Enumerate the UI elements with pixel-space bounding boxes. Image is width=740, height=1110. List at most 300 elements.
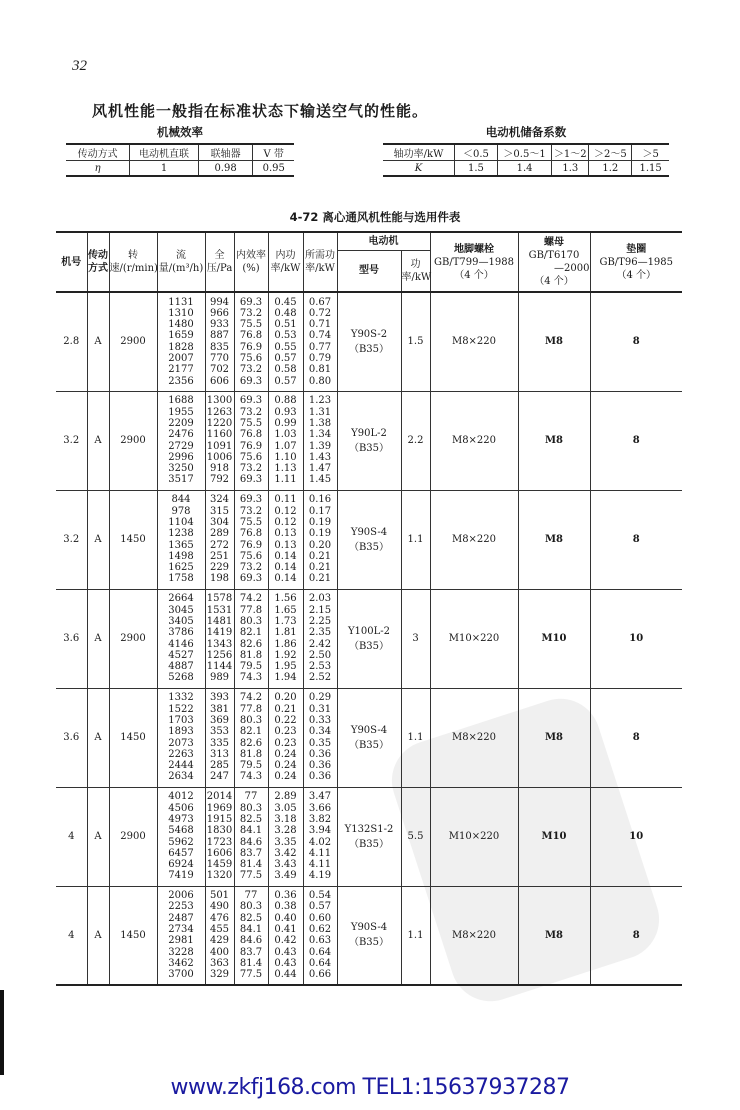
cell-value: 3.18 [274, 813, 297, 825]
col-header-nut [518, 232, 590, 292]
cell-value: 2.25 [308, 615, 332, 627]
fan-group-row [56, 787, 682, 886]
cell-value: 76.8 [239, 528, 263, 540]
cell-value: 3.42 [274, 847, 297, 859]
cell-value: 1220 [206, 417, 233, 429]
cell-value: 1480 [168, 319, 194, 331]
cell-value: 2.42 [308, 638, 332, 650]
cell-req [303, 787, 337, 886]
cell-washer: 10 [590, 787, 682, 886]
col-header-speed: 转速/(r/min) [109, 232, 157, 292]
cell-value: 1659 [168, 330, 194, 342]
cell-value: 2.50 [308, 649, 332, 661]
fan-group-row [56, 391, 682, 490]
cell-nut: M10 [518, 589, 590, 688]
cell-drive: A [87, 787, 109, 886]
cell-value: 0.21 [308, 550, 332, 562]
motor-mount: （B35） [348, 739, 390, 751]
cell-value: 1915 [206, 813, 233, 825]
cell-value: 2996 [168, 451, 194, 463]
cell-value: 76.9 [239, 440, 263, 452]
cell-value: 0.21 [308, 573, 332, 585]
cell-req [303, 589, 337, 688]
cell-value: 75.6 [239, 550, 263, 562]
cell-value: 0.14 [274, 562, 297, 574]
cell-value: 0.33 [308, 714, 332, 726]
cell-value: 77 [244, 890, 258, 902]
cell-value: 75.6 [239, 451, 263, 463]
cell-value: 2177 [168, 364, 194, 376]
nut-std: GB/T6170 [528, 250, 580, 261]
cell-value: 1365 [168, 539, 194, 551]
cell-value: 0.72 [308, 307, 332, 319]
cell-value: 1.92 [274, 649, 297, 661]
cell-value: 3517 [168, 474, 194, 486]
cell-value: 887 [209, 330, 230, 342]
cell-nut: M10 [518, 787, 590, 886]
cell-value: 2.03 [308, 593, 332, 605]
cell-req [303, 490, 337, 589]
cell-value: 490 [209, 901, 230, 913]
cell-washer: 8 [590, 292, 682, 391]
cell-value: 2634 [168, 771, 194, 783]
cell-value: 2.52 [308, 672, 332, 684]
cell-value: 1606 [206, 847, 233, 859]
cell-value: 3405 [168, 615, 194, 627]
cell-value: 0.45 [274, 296, 297, 308]
cell-value: 0.35 [308, 737, 332, 749]
main-table-caption: 4-72 离心通风机性能与选用件表 [289, 210, 461, 224]
cell-eff [234, 490, 268, 589]
cell-eff [234, 787, 268, 886]
cell-motor-power: 2.2 [401, 391, 430, 490]
header-cell: ＞2～5 [589, 144, 632, 161]
header-cell: ＞1～2 [552, 144, 589, 161]
cell-value: 289 [209, 528, 230, 540]
cell-bolt: M8×220 [430, 490, 518, 589]
motor-mount: （B35） [348, 343, 390, 355]
cell-value: 353 [209, 726, 230, 738]
cell-value: 69.3 [239, 395, 263, 407]
cell-washer: 8 [590, 886, 682, 985]
cell-value: 0.57 [274, 353, 297, 365]
col-header-inner-power: 内功率/kW [268, 232, 303, 292]
cell-value: 1893 [168, 726, 194, 738]
cell-value: 0.48 [274, 307, 297, 319]
cell-value: 966 [209, 307, 230, 319]
col-header-model-no: 机号 [56, 232, 87, 292]
cell-flow [157, 589, 205, 688]
washer-title: 垫圈 [626, 243, 647, 255]
cell-eff [234, 292, 268, 391]
cell-value: 606 [209, 375, 230, 387]
cell-value: 6457 [168, 847, 194, 859]
cell-value: 3.05 [274, 802, 297, 814]
cell-value: 3462 [168, 957, 194, 969]
cell-value: 0.54 [308, 890, 332, 902]
header-cell: V 带 [253, 144, 294, 161]
cell-value: 0.80 [308, 375, 332, 387]
cell-value: 251 [209, 550, 230, 562]
motor-reserve-row [383, 161, 669, 177]
fan-group-row [56, 292, 682, 391]
cell-req [303, 886, 337, 985]
cell-nut: M8 [518, 490, 590, 589]
cell-inner [268, 688, 303, 787]
cell-value: 994 [209, 296, 230, 308]
cell-value: 1.13 [274, 463, 297, 475]
header-cell: ＜0.5 [455, 144, 498, 161]
cell-value: 0.74 [308, 330, 332, 342]
mech-eff-row [66, 161, 294, 177]
cell-value: 5268 [168, 672, 194, 684]
cell-motor-type [337, 292, 401, 391]
cell-value: 1.65 [274, 604, 297, 616]
cell-value: 1006 [206, 451, 233, 463]
cell-value: 3045 [168, 604, 194, 616]
col-header-motor-type: 型号 [337, 250, 401, 292]
cell-value: 2014 [206, 791, 233, 803]
cell-motor-power: 3 [401, 589, 430, 688]
cell-value: 3.94 [308, 825, 332, 837]
value-cell: 1.2 [589, 161, 632, 177]
motor-model: Y90L-2 [351, 427, 387, 439]
cell-motor-power: 5.5 [401, 787, 430, 886]
cell-value: 80.3 [239, 901, 263, 913]
cell-value: 3.47 [308, 791, 332, 803]
cell-value: 329 [209, 969, 230, 981]
cell-value: 1.34 [308, 429, 332, 441]
cell-value: 3.82 [308, 813, 332, 825]
cell-motor-type [337, 490, 401, 589]
header-cell: 联轴器 [198, 144, 253, 161]
cell-value: 2487 [168, 912, 194, 924]
cell-value: 1481 [206, 615, 233, 627]
cell-value: 76.8 [239, 330, 263, 342]
cell-value: 4.11 [308, 847, 332, 859]
cell-value: 2.35 [308, 627, 332, 639]
value-cell: 0.95 [253, 161, 294, 177]
cell-value: 0.41 [274, 923, 297, 935]
cell-washer: 8 [590, 391, 682, 490]
cell-speed: 2900 [109, 787, 157, 886]
cell-value: 69.3 [239, 375, 263, 387]
cell-value: 1459 [206, 859, 233, 871]
cell-value: 0.62 [308, 923, 332, 935]
cell-value: 76.9 [239, 341, 263, 353]
cell-inner [268, 589, 303, 688]
intro-text: 风机性能一般指在标准状态下输送空气的性能。 [92, 102, 429, 120]
cell-value: 2981 [168, 935, 194, 947]
cell-value: 82.6 [239, 638, 263, 650]
cell-value: 2356 [168, 375, 194, 387]
cell-value: 0.14 [274, 573, 297, 585]
cell-pressure [205, 589, 234, 688]
cell-flow [157, 688, 205, 787]
cell-flow [157, 886, 205, 985]
cell-value: 0.43 [274, 957, 297, 969]
cell-value: 74.3 [239, 771, 263, 783]
cell-value: 0.22 [274, 714, 297, 726]
cell-pressure [205, 391, 234, 490]
cell-model-no: 2.8 [56, 292, 87, 391]
cell-value: 315 [209, 505, 230, 517]
cell-value: 1332 [168, 692, 194, 704]
cell-drive: A [87, 688, 109, 787]
cell-value: 4146 [168, 638, 194, 650]
cell-value: 0.20 [274, 692, 297, 704]
cell-value: 0.24 [274, 748, 297, 760]
cell-value: 1522 [168, 703, 194, 715]
cell-inner [268, 292, 303, 391]
cell-speed: 1450 [109, 490, 157, 589]
cell-model-no: 3.2 [56, 490, 87, 589]
cell-value: 1419 [206, 627, 233, 639]
cell-value: 1.95 [274, 661, 297, 673]
value-cell: 1 [130, 161, 198, 177]
cell-value: 0.14 [274, 550, 297, 562]
value-cell: η [66, 161, 130, 177]
cell-value: 2.53 [308, 661, 332, 673]
cell-value: 400 [209, 946, 230, 958]
cell-pressure [205, 787, 234, 886]
cell-motor-type [337, 688, 401, 787]
value-cell: 1.3 [552, 161, 589, 177]
cell-value: 73.2 [239, 463, 263, 475]
cell-speed: 2900 [109, 391, 157, 490]
cell-value: 2073 [168, 737, 194, 749]
cell-value: 1.56 [274, 593, 297, 605]
cell-flow [157, 292, 205, 391]
cell-value: 69.3 [239, 494, 263, 506]
motor-mount: （B35） [348, 838, 390, 850]
cell-motor-power: 1.1 [401, 490, 430, 589]
cell-value: 0.38 [274, 901, 297, 913]
motor-mount: （B35） [348, 541, 390, 553]
cell-value: 69.3 [239, 474, 263, 486]
cell-value: 0.19 [308, 528, 332, 540]
cell-value: 4.19 [308, 870, 332, 882]
cell-value: 74.2 [239, 692, 263, 704]
nut-qty: （4 个） [534, 276, 574, 287]
cell-nut: M8 [518, 391, 590, 490]
cell-value: 1.86 [274, 638, 297, 650]
cell-value: 229 [209, 562, 230, 574]
cell-value: 1.10 [274, 451, 297, 463]
value-cell: 1.5 [455, 161, 498, 177]
header-cell: 轴功率/kW [383, 144, 455, 161]
motor-model: Y100L-2 [347, 625, 391, 637]
cell-value: 6924 [168, 859, 194, 871]
value-cell: 1.15 [632, 161, 669, 177]
cell-value: 455 [209, 923, 230, 935]
cell-motor-type [337, 787, 401, 886]
cell-value: 2729 [168, 440, 194, 452]
motor-reserve-header-row [383, 144, 669, 161]
bolt-title: 地脚螺栓 [454, 243, 494, 255]
cell-value: 3.35 [274, 836, 297, 848]
cell-value: 304 [209, 516, 230, 528]
cell-speed: 2900 [109, 292, 157, 391]
cell-pressure [205, 886, 234, 985]
cell-eff [234, 688, 268, 787]
motor-model: Y90S-4 [350, 922, 388, 934]
washer-qty: （4 个） [616, 269, 657, 281]
cell-drive: A [87, 292, 109, 391]
cell-value: 76.9 [239, 539, 263, 551]
mech-eff-table [66, 143, 294, 177]
cell-value: 77 [244, 791, 258, 803]
cell-value: 247 [209, 771, 230, 783]
cell-value: 4887 [168, 661, 194, 673]
cell-value: 792 [209, 474, 230, 486]
cell-value: 1498 [168, 550, 194, 562]
motor-model: Y132S1-2 [344, 823, 394, 835]
cell-value: 1.43 [308, 451, 332, 463]
cell-value: 1688 [168, 395, 194, 407]
cell-value: 0.24 [274, 760, 297, 772]
cell-value: 0.31 [308, 703, 332, 715]
cell-value: 4506 [168, 802, 194, 814]
cell-motor-type [337, 589, 401, 688]
cell-value: 2.15 [308, 604, 332, 616]
cell-drive: A [87, 589, 109, 688]
cell-value: 1310 [168, 307, 194, 319]
cell-value: 393 [209, 692, 230, 704]
cell-value: 0.21 [274, 703, 297, 715]
cell-value: 844 [171, 494, 191, 506]
cell-value: 5962 [168, 836, 194, 848]
cell-model-no: 3.6 [56, 688, 87, 787]
cell-value: 75.5 [239, 516, 263, 528]
cell-value: 1578 [206, 593, 233, 605]
cell-flow [157, 490, 205, 589]
cell-value: 1830 [206, 825, 233, 837]
cell-value: 0.77 [308, 341, 332, 353]
cell-value: 81.4 [239, 957, 263, 969]
header-cell: 传动方式 [66, 144, 130, 161]
cell-value: 3700 [168, 969, 194, 981]
cell-value: 2664 [168, 593, 194, 605]
cell-value: 79.5 [239, 661, 263, 673]
cell-value: 84.1 [239, 923, 263, 935]
cell-value: 77.8 [239, 604, 263, 616]
header-cell: ＞5 [632, 144, 669, 161]
cell-value: 0.43 [274, 946, 297, 958]
cell-value: 0.88 [274, 395, 297, 407]
cell-value: 0.19 [308, 516, 332, 528]
cell-speed: 2900 [109, 589, 157, 688]
cell-value: 83.7 [239, 847, 263, 859]
cell-value: 770 [209, 353, 230, 365]
cell-nut: M8 [518, 886, 590, 985]
fan-group-row [56, 886, 682, 985]
cell-model-no: 4 [56, 886, 87, 985]
cell-drive: A [87, 490, 109, 589]
cell-eff [234, 589, 268, 688]
cell-value: 2263 [168, 748, 194, 760]
col-header-bolt [430, 232, 518, 292]
cell-model-no: 4 [56, 787, 87, 886]
cell-value: 0.12 [274, 505, 297, 517]
cell-value: 1256 [206, 649, 233, 661]
cell-value: 3.28 [274, 825, 297, 837]
cell-value: 75.5 [239, 417, 263, 429]
cell-value: 69.3 [239, 573, 263, 585]
cell-value: 82.6 [239, 737, 263, 749]
cell-value: 0.20 [308, 539, 332, 551]
cell-req [303, 391, 337, 490]
cell-value: 0.57 [308, 901, 332, 913]
cell-value: 82.1 [239, 627, 263, 639]
cell-value: 1131 [168, 296, 194, 308]
cell-value: 501 [209, 890, 230, 902]
cell-value: 1.23 [308, 395, 332, 407]
cell-value: 1703 [168, 714, 194, 726]
cell-value: 1343 [206, 638, 233, 650]
cell-value: 2476 [168, 429, 194, 441]
cell-value: 80.3 [239, 802, 263, 814]
cell-value: 77.8 [239, 703, 263, 715]
cell-value: 3.43 [274, 859, 297, 871]
cell-value: 84.6 [239, 935, 263, 947]
cell-value: 0.40 [274, 912, 297, 924]
cell-value: 835 [209, 341, 230, 353]
cell-value: 363 [209, 957, 230, 969]
cell-value: 0.34 [308, 726, 332, 738]
motor-model: Y90S-4 [350, 526, 388, 538]
cell-value: 1.31 [308, 406, 332, 418]
cell-nut: M8 [518, 688, 590, 787]
cell-value: 381 [209, 703, 230, 715]
cell-pressure [205, 490, 234, 589]
cell-value: 1828 [168, 341, 194, 353]
cell-inner [268, 391, 303, 490]
cell-washer: 8 [590, 490, 682, 589]
cell-value: 1.11 [274, 474, 297, 486]
cell-value: 84.1 [239, 825, 263, 837]
cell-value: 76.8 [239, 429, 263, 441]
cell-value: 0.79 [308, 353, 332, 365]
cell-value: 1625 [168, 562, 194, 574]
motor-model: Y90S-2 [350, 328, 388, 340]
value-cell: 1.4 [497, 161, 551, 177]
cell-value: 0.63 [308, 935, 332, 947]
cell-value: 81.8 [239, 649, 263, 661]
cell-value: 1.47 [308, 463, 332, 475]
cell-value: 1144 [206, 661, 233, 673]
cell-value: 75.5 [239, 319, 263, 331]
cell-value: 0.36 [308, 760, 332, 772]
cell-value: 1300 [206, 395, 233, 407]
cell-value: 0.36 [274, 890, 297, 902]
cell-value: 0.81 [308, 364, 332, 376]
fan-group-row [56, 589, 682, 688]
cell-value: 0.23 [274, 726, 297, 738]
cell-inner [268, 787, 303, 886]
cell-value: 1758 [168, 573, 194, 585]
cell-value: 1.73 [274, 615, 297, 627]
cell-inner [268, 886, 303, 985]
cell-value: 0.64 [308, 957, 332, 969]
cell-value: 978 [171, 505, 191, 517]
cell-value: 80.3 [239, 615, 263, 627]
col-header-required-power: 所需功率/kW [303, 232, 337, 292]
cell-value: 933 [209, 319, 230, 331]
cell-flow [157, 391, 205, 490]
cell-washer: 8 [590, 688, 682, 787]
fan-group-row [56, 490, 682, 589]
